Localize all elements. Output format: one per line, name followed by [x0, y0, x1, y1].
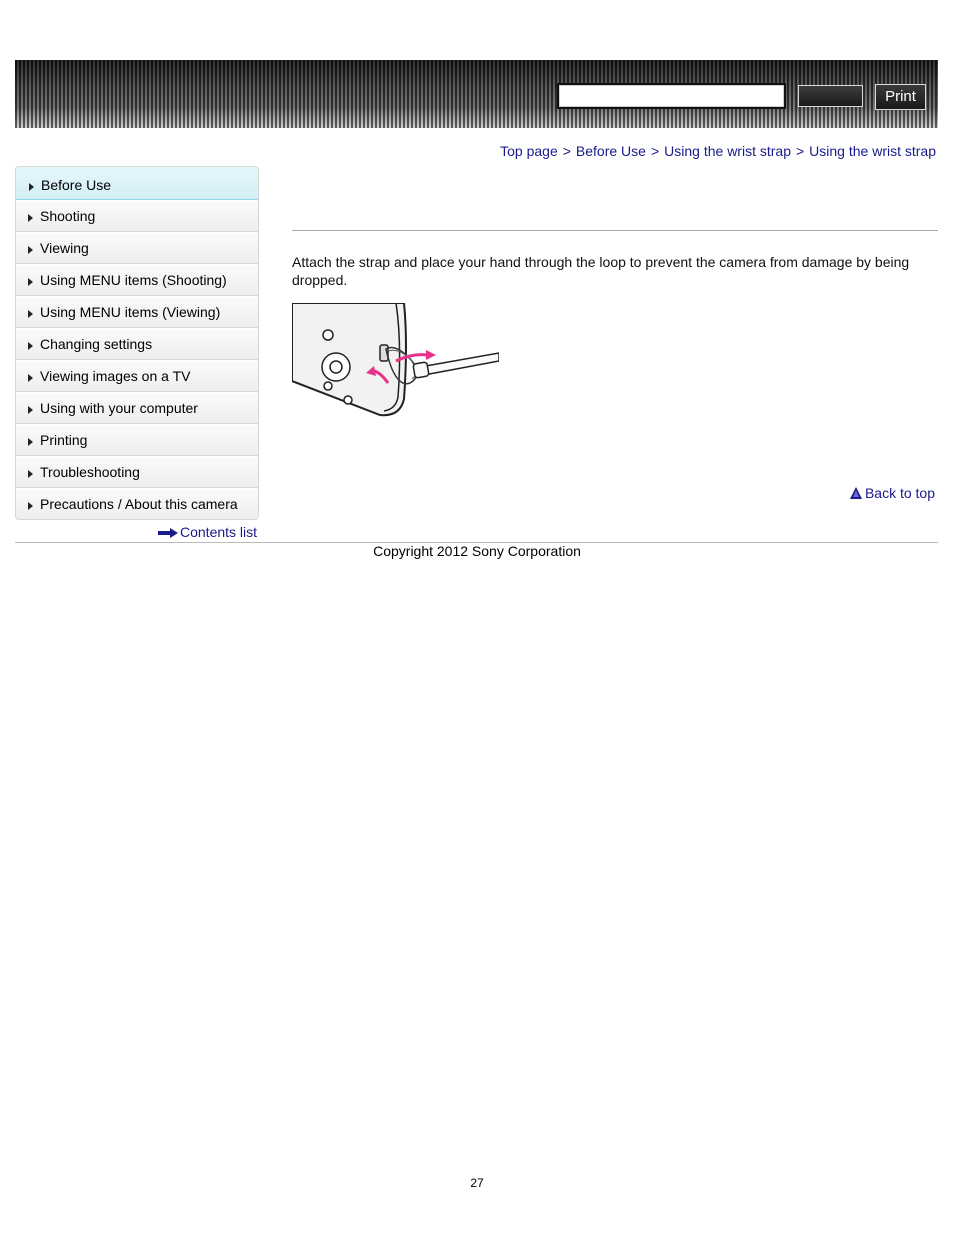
body-text: Attach the strap and place your hand through the loop to prevent the camera from damage by being dropped.: [292, 254, 910, 288]
caret-right-icon: [28, 278, 33, 286]
sidebar-nav: [15, 166, 259, 520]
caret-right-icon: [28, 214, 33, 222]
caret-right-icon: [28, 310, 33, 318]
caret-right-icon: [28, 438, 33, 446]
sidebar-item-label: Using with your computer: [40, 400, 198, 416]
sidebar-item-precautions[interactable]: [16, 488, 258, 519]
breadcrumb-current-page[interactable]: Using the wrist strap: [809, 143, 936, 159]
sidebar-item-viewing[interactable]: [16, 232, 258, 264]
breadcrumb-using-wrist-strap[interactable]: Using the wrist strap: [664, 143, 791, 159]
sidebar-item-using-computer[interactable]: [16, 392, 258, 424]
sidebar-item-label: Troubleshooting: [40, 464, 140, 480]
caret-right-icon: [28, 374, 33, 382]
search-button[interactable]: [798, 85, 863, 107]
breadcrumb-separator: >: [795, 143, 805, 159]
sidebar-item-viewing-on-tv[interactable]: [16, 360, 258, 392]
sidebar-item-label: Precautions / About this camera: [40, 496, 238, 512]
sidebar-item-label: Using MENU items (Viewing): [40, 304, 221, 320]
triangle-up-icon: [850, 487, 862, 499]
sidebar-item-label: Before Use: [41, 177, 112, 193]
caret-right-icon: [28, 502, 33, 510]
sidebar-item-label: Viewing images on a TV: [40, 368, 191, 384]
camera-wrist-strap-illustration: [292, 303, 499, 418]
header-bar: [15, 60, 938, 128]
breadcrumb-top-page[interactable]: Top page: [500, 143, 558, 159]
sidebar-item-changing-settings[interactable]: [16, 328, 258, 360]
caret-right-icon: [29, 183, 34, 191]
caret-right-icon: [28, 406, 33, 414]
caret-right-icon: [28, 342, 33, 350]
breadcrumb-before-use[interactable]: Before Use: [575, 143, 646, 159]
breadcrumb-separator: >: [562, 143, 571, 159]
sidebar-item-label: Viewing: [40, 240, 89, 256]
sidebar-item-before-use[interactable]: [15, 166, 259, 200]
sidebar-item-printing[interactable]: [16, 424, 258, 456]
arrow-right-icon: [158, 528, 178, 538]
sidebar-item-menu-viewing[interactable]: [16, 296, 258, 328]
sidebar-item-menu-shooting[interactable]: [16, 264, 258, 296]
title-divider: [292, 230, 938, 231]
sidebar-item-troubleshooting[interactable]: [16, 456, 258, 488]
contents-list-label: Contents list: [180, 524, 258, 540]
sidebar-item-label: Shooting: [40, 208, 96, 224]
sidebar-item-shooting[interactable]: [16, 200, 258, 232]
breadcrumb-separator: >: [650, 143, 660, 159]
back-to-top-link[interactable]: [850, 485, 935, 501]
caret-right-icon: [28, 470, 33, 478]
page-number: 27: [470, 1176, 484, 1190]
sidebar-item-label: Printing: [40, 432, 88, 448]
sidebar-item-label: Using MENU items (Shooting): [40, 272, 227, 288]
copyright-text: Copyright 2012 Sony Corporation: [373, 543, 581, 559]
back-to-top-label: Back to top: [864, 485, 935, 501]
sidebar-item-label: Changing settings: [40, 336, 153, 352]
search-input[interactable]: [559, 85, 784, 107]
contents-list-link[interactable]: [158, 524, 257, 540]
caret-right-icon: [28, 246, 33, 254]
breadcrumb: [500, 143, 936, 159]
print-button[interactable]: Print: [875, 84, 926, 110]
